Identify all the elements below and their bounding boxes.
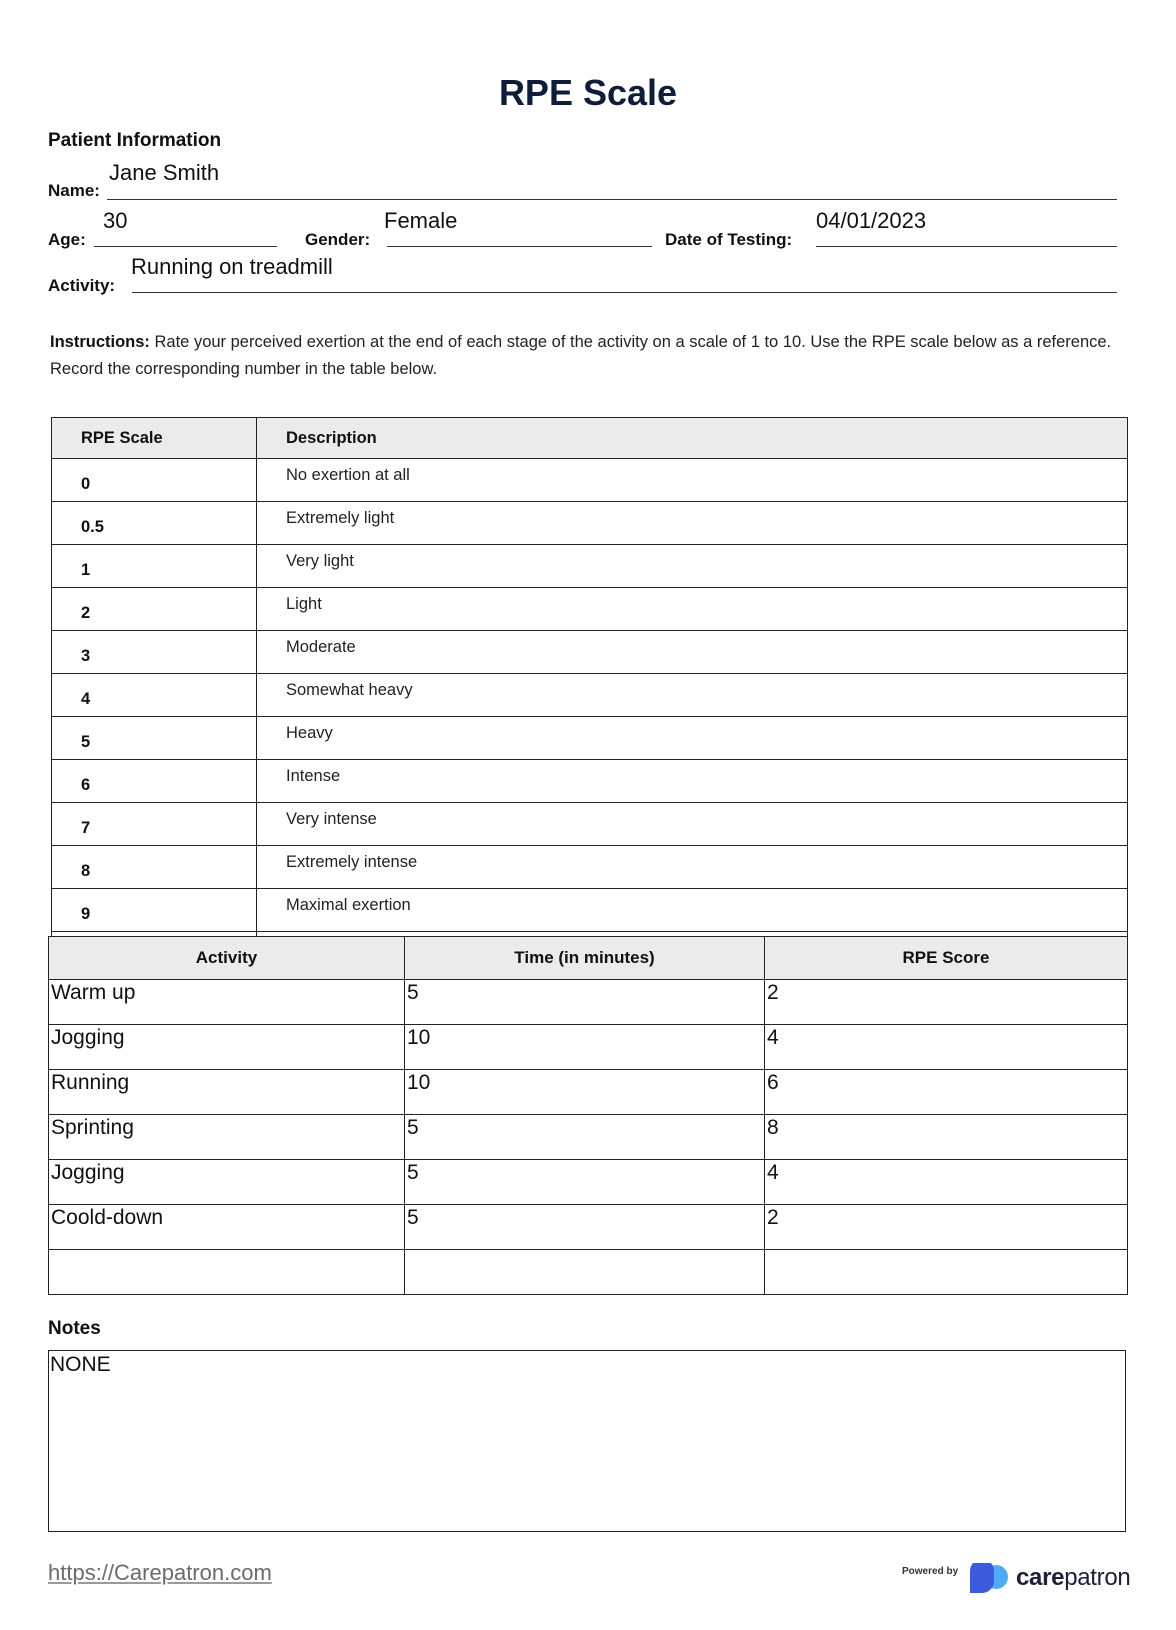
name-field[interactable]: Jane Smith [109, 160, 220, 185]
carepatron-logo-icon [966, 1563, 1010, 1595]
table-row [52, 674, 1128, 717]
table-row [49, 980, 1128, 1025]
rpe-score-column-header: RPE Score [765, 937, 1128, 980]
rpe-description-cell: Extremely intense [257, 846, 1128, 889]
instructions-label: Instructions: [50, 333, 150, 351]
table-row [52, 803, 1128, 846]
gender-underline [387, 246, 652, 247]
rpe-description-cell: No exertion at all [257, 459, 1128, 502]
time-column-header: Time (in minutes) [405, 937, 765, 980]
rpe-description-cell: Moderate [257, 631, 1128, 674]
table-row [52, 760, 1128, 803]
activity-label: Activity: [48, 276, 116, 295]
date-underline [816, 246, 1117, 247]
time-cell[interactable]: 5 [405, 1115, 765, 1160]
name-underline [107, 199, 1117, 200]
page-title: RPE Scale [498, 72, 678, 113]
age-label: Age: [48, 230, 86, 249]
activity-cell[interactable]: Jogging [49, 1160, 405, 1205]
gender-label: Gender: [305, 230, 371, 249]
rpe-value-cell: 0.5 [52, 502, 257, 545]
table-row [52, 717, 1128, 760]
time-cell[interactable]: 5 [405, 1160, 765, 1205]
rpe-score-cell[interactable]: 2 [765, 1205, 1128, 1250]
table-row [49, 1070, 1128, 1115]
activity-cell[interactable]: Sprinting [49, 1115, 405, 1160]
powered-by-label: Powered by [902, 1566, 959, 1577]
rpe-description-cell: Somewhat heavy [257, 674, 1128, 717]
rpe-score-cell[interactable]: 6 [765, 1070, 1128, 1115]
activity-cell[interactable]: Coold-down [49, 1205, 405, 1250]
rpe-value-cell: 9 [52, 889, 257, 932]
rpe-scale-column-header: RPE Scale [52, 418, 257, 459]
table-row [52, 459, 1128, 502]
rpe-value-cell: 4 [52, 674, 257, 717]
rpe-description-cell: Extremely light [257, 502, 1128, 545]
activity-cell[interactable]: Warm up [49, 980, 405, 1025]
table-row [52, 545, 1128, 588]
time-cell[interactable]: 5 [405, 980, 765, 1025]
rpe-scale-table [51, 417, 1128, 975]
rpe-value-cell: 1 [52, 545, 257, 588]
rpe-value-cell: 0 [52, 459, 257, 502]
rpe-value-cell: 3 [52, 631, 257, 674]
table-row [49, 1025, 1128, 1070]
carepatron-brand [1016, 1564, 1130, 1592]
time-cell[interactable] [405, 1250, 765, 1295]
activity-table-header-row [49, 937, 1128, 980]
table-row [49, 1205, 1128, 1250]
rpe-description-cell: Light [257, 588, 1128, 631]
brand-bold: care [1016, 1564, 1065, 1591]
table-row [52, 588, 1128, 631]
notes-box[interactable] [48, 1350, 1126, 1532]
rpe-value-cell: 7 [52, 803, 257, 846]
activity-field[interactable]: Running on treadmill [131, 254, 333, 279]
activity-underline [132, 292, 1117, 293]
activity-cell[interactable] [49, 1250, 405, 1295]
activity-cell[interactable]: Running [49, 1070, 405, 1115]
time-cell[interactable]: 10 [405, 1070, 765, 1115]
activity-cell[interactable]: Jogging [49, 1025, 405, 1070]
activity-column-header: Activity [49, 937, 405, 980]
rpe-value-cell: 5 [52, 717, 257, 760]
description-column-header: Description [257, 418, 1128, 459]
name-label: Name: [48, 181, 100, 200]
rpe-table-header-row [52, 418, 1128, 459]
table-row [49, 1250, 1128, 1295]
rpe-score-cell[interactable]: 8 [765, 1115, 1128, 1160]
instructions-text: Rate your perceived exertion at the end of each stage of the activity on a scale of 1 to 10. Use the RPE scale below as a reference. Record the corresponding number in the table below. [50, 333, 1112, 378]
age-field[interactable]: 30 [103, 208, 128, 233]
instructions [50, 329, 1120, 383]
brand-rest: patron [1064, 1564, 1131, 1591]
table-row [52, 631, 1128, 674]
rpe-description-cell: Very light [257, 545, 1128, 588]
carepatron-link[interactable]: https://Carepatron.com [48, 1560, 272, 1585]
table-row [49, 1160, 1128, 1205]
rpe-description-cell: Maximal exertion [257, 889, 1128, 932]
rpe-description-cell: Very intense [257, 803, 1128, 846]
gender-field[interactable]: Female [384, 208, 458, 233]
age-underline [94, 246, 277, 247]
table-row [52, 889, 1128, 932]
time-cell[interactable]: 5 [405, 1205, 765, 1250]
rpe-value-cell: 8 [52, 846, 257, 889]
rpe-score-cell[interactable]: 4 [765, 1025, 1128, 1070]
date-of-testing-field[interactable]: 04/01/2023 [816, 208, 927, 233]
table-row [52, 502, 1128, 545]
table-row [49, 1115, 1128, 1160]
patient-information-heading: Patient Information [48, 130, 222, 151]
table-row [52, 846, 1128, 889]
rpe-score-cell[interactable]: 4 [765, 1160, 1128, 1205]
rpe-score-cell[interactable] [765, 1250, 1128, 1295]
rpe-score-cell[interactable]: 2 [765, 980, 1128, 1025]
rpe-description-cell: Heavy [257, 717, 1128, 760]
activity-log-table [48, 936, 1128, 1295]
rpe-description-cell: Intense [257, 760, 1128, 803]
rpe-value-cell: 6 [52, 760, 257, 803]
notes-text: NONE [50, 1353, 111, 1376]
date-of-testing-label: Date of Testing: [665, 230, 793, 249]
rpe-value-cell: 2 [52, 588, 257, 631]
time-cell[interactable]: 10 [405, 1025, 765, 1070]
notes-heading: Notes [48, 1318, 101, 1339]
